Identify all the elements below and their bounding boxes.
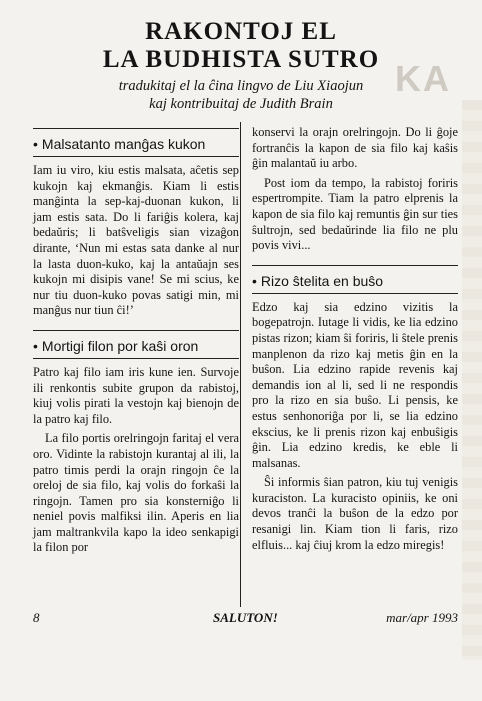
- section-heading-3: • Rizo ŝtelita en buŝo: [252, 272, 384, 289]
- right-column: [252, 125, 458, 553]
- page-footer: [33, 610, 458, 628]
- section-heading-2: • Mortigi filon por kaŝi oron: [33, 337, 199, 354]
- paragraph-continued: konservi la orajn orelringojn. Do li ĝoje fortranĉis la kapon de sia filo kaj kaŝis ĝin malantaŭ iu arbo.: [252, 125, 458, 171]
- credit-line-contributor: kaj kontribuitaj de Judith Brain: [149, 96, 333, 112]
- page-number: 8: [33, 610, 40, 625]
- magazine-name: SALUTON!: [213, 610, 278, 625]
- paragraph: Ŝi informis ŝian patron, kiu tuj venigis kuraciston. La kuracisto opiniis, ke oni devos tranĉi la buŝon de la edzo por resanigi lin. Kiam tion li faris, rizo elfluis... kaj ĉiuj krom la edzo miregis!: [252, 475, 458, 552]
- bullet-icon: •: [33, 136, 38, 152]
- article-title: [0, 18, 482, 74]
- article-credits: [0, 77, 482, 113]
- paragraph: Patro kaj filo iam iris kune ien. Survoje ili renkontis subite grupon da rabistoj, kiuj volis pirati la vestojn kaj bienojn de la patro kaj filo.: [33, 364, 239, 426]
- bullet-icon: •: [33, 337, 38, 354]
- paragraph: Post iom da tempo, la rabistoj foriris espertrompite. Tiam la patro elprenis la kapon de sia filo kaj remuntis ĝin sur ties ŝultrojn, sed bedaŭrinde lia filo ne plu povis vivi...: [252, 175, 458, 253]
- section-rule: [33, 128, 239, 129]
- section-rule: [252, 265, 458, 266]
- left-column: [33, 125, 239, 556]
- paragraph: Iam iu viro, kiu estis malsata, aĉetis sep kukojn kaj ekmanĝis. Kiam li estis manĝinta la sep-kaj-duonan kukon, li jam estis sata. Do li fariĝis kolera, kaj bedaŭris; li batŝveligis sian vizaĝon dirante, ‘Nun mi estas sata danke al nur la lasta duon-kuko, kaj la antaŭajn ses kukojn mi disipis vane! Se mi scius, ke nur tiu duon-kuko povas satigi min, mi manĝus nur tiun ĉi!’: [33, 163, 239, 318]
- column-divider: [240, 122, 241, 607]
- article-header: [0, 18, 482, 113]
- background-masthead-fragment: KA: [395, 58, 451, 99]
- paragraph: Edzo kaj sia edzino vizitis la bogepatrojn. Iutage li vidis, ke lia edzino pistas rizon; kiam ŝi foriris, li ŝtele prenis manplenon da rizo kaj metis ĝin en la buŝon. Lia edzino rapide revenis kaj demandis ion al li, sed li ne respondis pro la rizo en sia buŝo. Li pensis, ke estus senhonoriĝa por li, se lia edzino ekscius, ke li prenis rizon kaj enbuŝigis ĝin. Lia edzino kredis, ke eble li malsanas.: [252, 299, 458, 470]
- background-bleed-strip: [462, 100, 482, 660]
- section-rule: [33, 330, 239, 331]
- credit-line-translator: tradukitaj el la ĉina lingvo de Liu Xiaojun: [118, 78, 364, 94]
- title-line-1: RAKONTOJ EL: [145, 18, 337, 45]
- section-rule: [33, 156, 239, 157]
- issue-date: mar/apr 1993: [386, 610, 458, 625]
- title-line-2: LA BUDHISTA SUTRO: [102, 46, 380, 73]
- bullet-icon: •: [252, 272, 257, 289]
- section-heading-1: • Malsatanto manĝas kukon: [33, 136, 206, 152]
- section-rule: [33, 358, 239, 359]
- paragraph: La filo portis orelringojn faritaj el vera oro. Vidinte la rabistojn kurantaj al ili, la patro timis perdi la orajn ringojn ĉe la oreloj de sia filo, kaj volis do forkaŝi la ringojn. Tamen pro sia konsterniĝo li neniel povis malfiksi ilin. Aperis en lia jam maltrankvila kapo la ideo senkapigi la filon por: [33, 431, 239, 555]
- section-rule: [252, 293, 458, 294]
